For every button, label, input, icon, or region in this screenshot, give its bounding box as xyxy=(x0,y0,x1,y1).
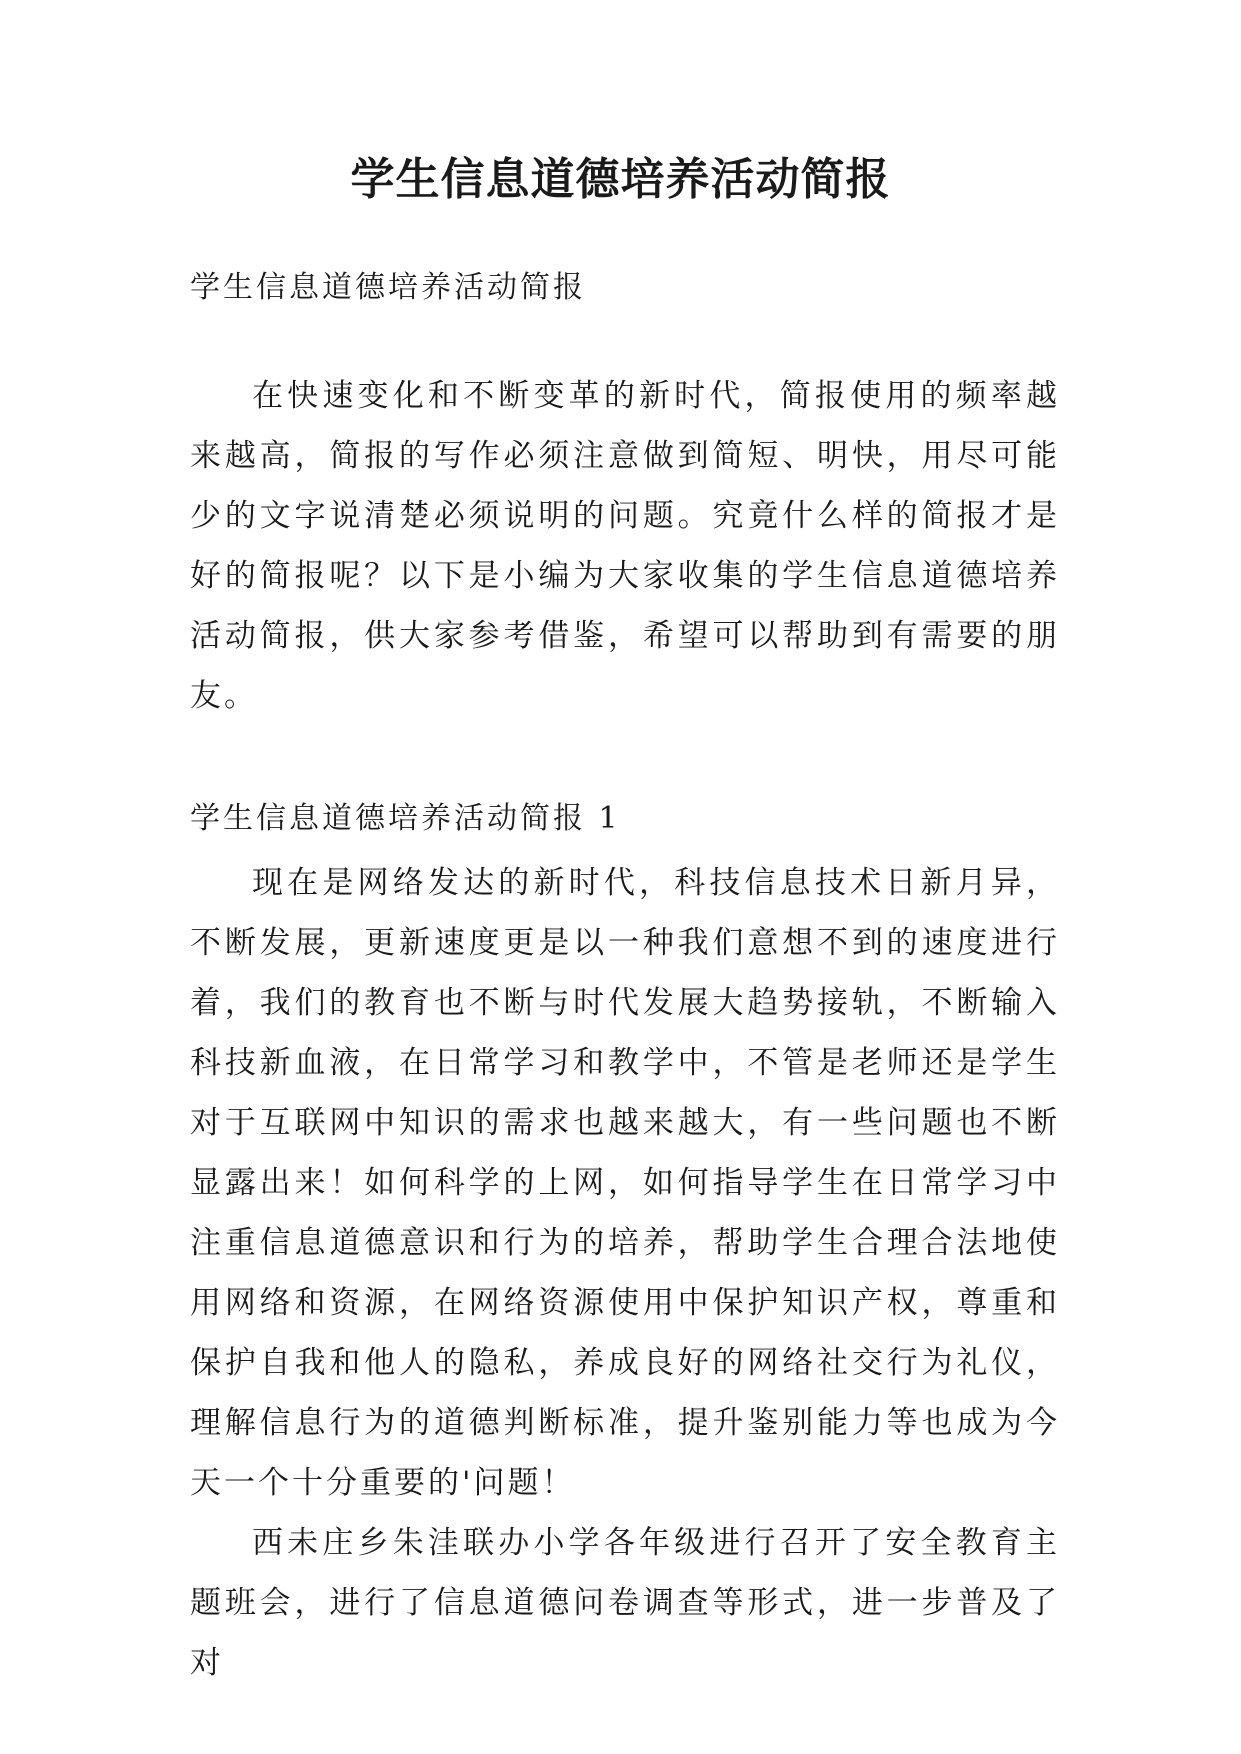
section-heading: 学生信息道德培养活动简报 1 xyxy=(190,801,621,836)
intro-paragraph: 在快速变化和不断变革的新时代，简报使用的频率越来越高，简报的写作必须注意做到简短、明快，用尽可能少的文字说清楚必须说明的问题。究竟什么样的简报才是好的简报呢？以下是小编为大家收集的学生信息道德培养活动简报，供大家参考借鉴，希望可以帮助到有需要的朋友。 xyxy=(190,378,1060,714)
spacer xyxy=(190,315,1060,366)
body-paragraph: 现在是网络发达的新时代，科技信息技术日新月异，不断发展，更新速度更是以一种我们意想不到的速度进行着，我们的教育也不断与时代发展大趋势接轨，不断输入科技新血液，在日常学习和教学中，不管是老师还是学生对于互联网中知识的需求也越来越大，有一些问题也不断显露出来！如何科学的上网，如何指导学生在日常学习中注重信息道德意识和行为的培养，帮助学生合理合法地使用网络和资源，在网络资源使用中保护知识产权，尊重和保护自我和他人的隐私，养成良好的网络社交行为礼仪，理解信息行为的道德判断标准，提升鉴别能力等也成为今天一个十分重要的'问题！ xyxy=(190,865,1060,1501)
body-paragraph: 西未庄乡朱洼联办小学各年级进行召开了安全教育主题班会，进行了信息道德问卷调查等形式，进一步普及了对 xyxy=(190,1525,1060,1681)
spacer xyxy=(190,726,1060,792)
document-title: 学生信息道德培养活动简报 xyxy=(350,154,891,205)
document-subtitle: 学生信息道德培养活动简报 xyxy=(190,270,586,305)
document-body xyxy=(190,261,1060,1693)
